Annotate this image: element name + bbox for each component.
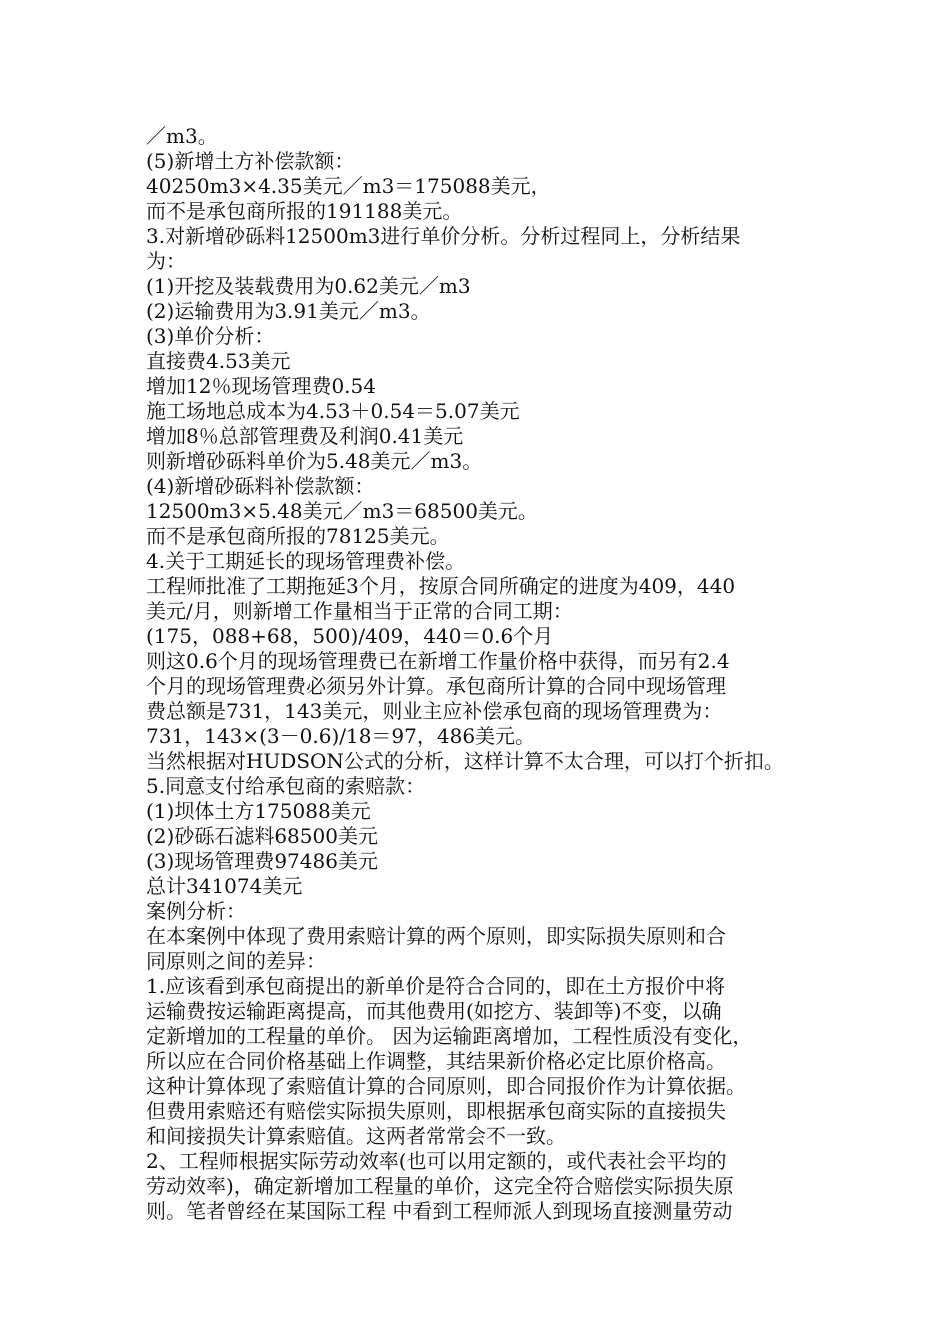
text-line: 而不是承包商所报的78125美元。 (146, 524, 450, 548)
text-line: 在本案例中体现了费用索赔计算的两个原则，即实际损失原则和合 (146, 924, 726, 948)
text-line: 总计341074美元 (146, 874, 303, 898)
text-line: 费总额是731，143美元，则业主应补偿承包商的现场管理费为： (146, 699, 723, 723)
text-line: 2、工程师根据实际劳动效率(也可以用定额的，或代表社会平均的 (146, 1149, 727, 1173)
text-line: 增加8％总部管理费及利润0.41美元 (146, 424, 464, 448)
text-line: 和间接损失计算索赔值。这两者常常会不一致。 (146, 1124, 566, 1148)
text-line: 案例分析： (146, 899, 246, 923)
document-body (146, 124, 826, 1224)
text-line: 这种计算体现了索赔值计算的合同原则，即合同报价作为计算依据。 (146, 1074, 746, 1098)
text-line: 3.对新增砂砾料12500m3进行单价分析。分析过程同上，分析结果 (146, 224, 741, 248)
text-line: 个月的现场管理费必须另外计算。承包商所计算的合同中现场管理 (146, 674, 726, 698)
text-line: 4.关于工期延长的现场管理费补偿。 (146, 549, 466, 573)
text-line: (2)运输费用为3.91美元／m3。 (146, 299, 431, 323)
text-line: 40250m3×4.35美元／m3＝175088美元， (146, 174, 551, 198)
text-line: 增加12％现场管理费0.54 (146, 374, 376, 398)
text-line: (1)开挖及装载费用为0.62美元／m3 (146, 274, 471, 298)
text-line: 5.同意支付给承包商的索赔款： (146, 774, 426, 798)
text-line: (5)新增土方补偿款额： (146, 149, 355, 173)
text-line: ／m3。 (146, 124, 218, 148)
text-line: 为： (146, 249, 186, 273)
text-line: 12500m3×5.48美元／m3＝68500美元。 (146, 499, 538, 523)
text-line: 731，143×(3－0.6)/18＝97，486美元。 (146, 724, 536, 748)
text-line: 施工场地总成本为4.53＋0.54＝5.07美元 (146, 399, 520, 423)
text-line: 运输费按运输距离提高，而其他费用(如挖方、装卸等)不变，以确 (146, 999, 722, 1023)
text-line: 但费用索赔还有赔偿实际损失原则，即根据承包商实际的直接损失 (146, 1099, 726, 1123)
text-line: 工程师批准了工期拖延3个月，按原合同所确定的进度为409，440 (146, 574, 736, 598)
text-line: (3)现场管理费97486美元 (146, 849, 378, 873)
text-line: 定新增加的工程量的单价。 因为运输距离增加，工程性质没有变化， (146, 1024, 753, 1048)
text-line: 同原则之间的差异： (146, 949, 326, 973)
text-line: (3)单价分析： (146, 324, 275, 348)
text-line: (175，088+68，500)/409，440＝0.6个月 (146, 624, 554, 648)
text-line: (1)坝体土方175088美元 (146, 799, 371, 823)
text-line: 则。笔者曾经在某国际工程 中看到工程师派人到现场直接测量劳动 (146, 1199, 733, 1223)
text-line: 美元/月，则新增工作量相当于正常的合同工期： (146, 599, 573, 623)
text-line: (2)砂砾石滤料68500美元 (146, 824, 378, 848)
text-line: 则新增砂砾料单价为5.48美元／m3。 (146, 449, 483, 473)
text-line: 当然根据对HUDSON公式的分析，这样计算不太合理，可以打个折扣。 (146, 749, 784, 773)
text-line: 则这0.6个月的现场管理费已在新增工作量价格中获得，而另有2.4 (146, 649, 730, 673)
text-line: 直接费4.53美元 (146, 349, 291, 373)
text-line: (4)新增砂砾料补偿款额： (146, 474, 375, 498)
text-line: 所以应在合同价格基础上作调整，其结果新价格必定比原价格高。 (146, 1049, 726, 1073)
text-line: 1.应该看到承包商提出的新单价是符合合同的，即在土方报价中将 (146, 974, 726, 998)
text-line: 而不是承包商所报的191188美元。 (146, 199, 463, 223)
text-line: 劳动效率)，确定新增加工程量的单价，这完全符合赔偿实际损失原 (146, 1174, 734, 1198)
